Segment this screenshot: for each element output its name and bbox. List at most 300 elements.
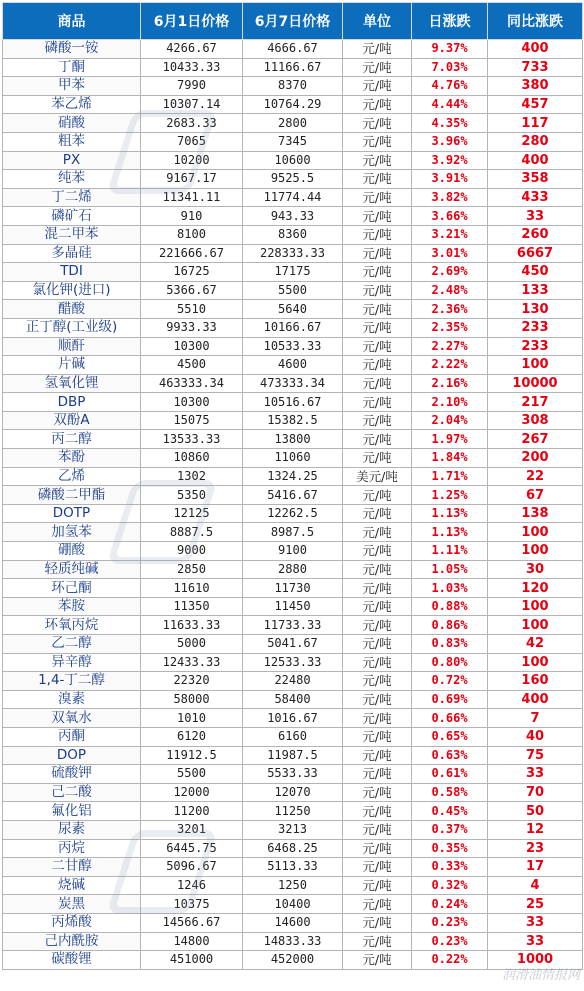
commodity-cell: 硼酸 xyxy=(3,542,141,561)
price-jun1-cell: 5000 xyxy=(141,635,243,654)
table-row xyxy=(3,58,583,77)
price-jun1-cell: 5366.67 xyxy=(141,281,243,300)
commodity-cell: 醋酸 xyxy=(3,300,141,319)
table-row xyxy=(3,393,583,412)
price-jun7-cell: 12533.33 xyxy=(243,653,343,672)
yoy-change-cell: 433 xyxy=(488,188,583,207)
daily-change-cell: 9.37% xyxy=(412,40,488,59)
unit-cell: 元/吨 xyxy=(343,337,412,356)
commodity-cell: 磷酸一铵 xyxy=(3,40,141,59)
commodity-cell: 磷矿石 xyxy=(3,207,141,226)
yoy-change-cell: 450 xyxy=(488,263,583,282)
commodity-cell: 苯酚 xyxy=(3,449,141,468)
table-row xyxy=(3,449,583,468)
commodity-cell: DOTP xyxy=(3,504,141,523)
daily-change-cell: 4.76% xyxy=(412,77,488,96)
unit-cell: 元/吨 xyxy=(343,300,412,319)
table-row xyxy=(3,337,583,356)
table-row xyxy=(3,597,583,616)
yoy-change-cell: 12 xyxy=(488,820,583,839)
price-jun7-cell: 11730 xyxy=(243,579,343,598)
daily-change-cell: 4.35% xyxy=(412,114,488,133)
price-jun1-cell: 5350 xyxy=(141,486,243,505)
unit-cell: 元/吨 xyxy=(343,616,412,635)
daily-change-cell: 2.16% xyxy=(412,374,488,393)
table-row xyxy=(3,188,583,207)
yoy-change-cell: 10000 xyxy=(488,374,583,393)
yoy-change-cell: 33 xyxy=(488,765,583,784)
unit-cell: 元/吨 xyxy=(343,672,412,691)
yoy-change-cell: 100 xyxy=(488,616,583,635)
price-jun7-cell: 9525.5 xyxy=(243,170,343,189)
price-jun7-cell: 943.33 xyxy=(243,207,343,226)
yoy-change-cell: 50 xyxy=(488,802,583,821)
unit-cell: 元/吨 xyxy=(343,151,412,170)
yoy-change-cell: 120 xyxy=(488,579,583,598)
commodity-cell: 碳酸锂 xyxy=(3,951,141,970)
price-jun7-cell: 10166.67 xyxy=(243,318,343,337)
table-row xyxy=(3,876,583,895)
unit-cell: 元/吨 xyxy=(343,727,412,746)
table-row xyxy=(3,820,583,839)
price-jun1-cell: 10300 xyxy=(141,393,243,412)
daily-change-cell: 0.66% xyxy=(412,709,488,728)
header-price-jun7: 6月7日价格 xyxy=(243,3,343,40)
yoy-change-cell: 75 xyxy=(488,746,583,765)
daily-change-cell: 3.21% xyxy=(412,225,488,244)
price-jun7-cell: 5533.33 xyxy=(243,765,343,784)
price-jun7-cell: 8987.5 xyxy=(243,523,343,542)
table-row xyxy=(3,913,583,932)
unit-cell: 元/吨 xyxy=(343,411,412,430)
price-jun1-cell: 8887.5 xyxy=(141,523,243,542)
price-jun7-cell: 1016.67 xyxy=(243,709,343,728)
yoy-change-cell: 457 xyxy=(488,95,583,114)
unit-cell: 元/吨 xyxy=(343,932,412,951)
yoy-change-cell: 25 xyxy=(488,895,583,914)
price-jun1-cell: 12125 xyxy=(141,504,243,523)
daily-change-cell: 0.83% xyxy=(412,635,488,654)
daily-change-cell: 0.45% xyxy=(412,802,488,821)
table-row xyxy=(3,486,583,505)
price-jun1-cell: 7990 xyxy=(141,77,243,96)
commodity-cell: 纯苯 xyxy=(3,170,141,189)
price-jun1-cell: 10860 xyxy=(141,449,243,468)
price-jun1-cell: 11610 xyxy=(141,579,243,598)
unit-cell: 元/吨 xyxy=(343,188,412,207)
daily-change-cell: 0.86% xyxy=(412,616,488,635)
daily-change-cell: 0.61% xyxy=(412,765,488,784)
price-jun7-cell: 10400 xyxy=(243,895,343,914)
commodity-cell: 乙二醇 xyxy=(3,635,141,654)
price-jun1-cell: 14800 xyxy=(141,932,243,951)
price-jun7-cell: 2880 xyxy=(243,560,343,579)
table-row xyxy=(3,858,583,877)
commodity-cell: 多晶硅 xyxy=(3,244,141,263)
price-jun7-cell: 58400 xyxy=(243,690,343,709)
commodity-cell: TDI xyxy=(3,263,141,282)
price-jun7-cell: 1324.25 xyxy=(243,467,343,486)
table-row xyxy=(3,207,583,226)
commodity-cell: 丙烷 xyxy=(3,839,141,858)
table-row xyxy=(3,374,583,393)
yoy-change-cell: 233 xyxy=(488,337,583,356)
table-row xyxy=(3,95,583,114)
price-jun7-cell: 4666.67 xyxy=(243,40,343,59)
commodity-cell: 苯乙烯 xyxy=(3,95,141,114)
yoy-change-cell: 22 xyxy=(488,467,583,486)
unit-cell: 元/吨 xyxy=(343,876,412,895)
price-jun1-cell: 13533.33 xyxy=(141,430,243,449)
table-row xyxy=(3,504,583,523)
commodity-cell: 双酚A xyxy=(3,411,141,430)
yoy-change-cell: 100 xyxy=(488,542,583,561)
daily-change-cell: 2.48% xyxy=(412,281,488,300)
daily-change-cell: 0.24% xyxy=(412,895,488,914)
table-row xyxy=(3,560,583,579)
header-price-jun1: 6月1日价格 xyxy=(141,3,243,40)
commodity-cell: 正丁醇(工业级) xyxy=(3,318,141,337)
price-jun7-cell: 11987.5 xyxy=(243,746,343,765)
yoy-change-cell: 260 xyxy=(488,225,583,244)
daily-change-cell: 1.97% xyxy=(412,430,488,449)
price-jun1-cell: 12000 xyxy=(141,783,243,802)
unit-cell: 元/吨 xyxy=(343,449,412,468)
daily-change-cell: 2.10% xyxy=(412,393,488,412)
commodity-cell: 己二酸 xyxy=(3,783,141,802)
unit-cell: 元/吨 xyxy=(343,430,412,449)
unit-cell: 元/吨 xyxy=(343,783,412,802)
table-row xyxy=(3,263,583,282)
unit-cell: 元/吨 xyxy=(343,58,412,77)
unit-cell: 元/吨 xyxy=(343,114,412,133)
yoy-change-cell: 280 xyxy=(488,132,583,151)
price-jun7-cell: 228333.33 xyxy=(243,244,343,263)
commodity-cell: 氯化钾(进口) xyxy=(3,281,141,300)
daily-change-cell: 0.65% xyxy=(412,727,488,746)
daily-change-cell: 2.69% xyxy=(412,263,488,282)
commodity-cell: 苯胺 xyxy=(3,597,141,616)
daily-change-cell: 3.66% xyxy=(412,207,488,226)
table-body xyxy=(3,40,583,970)
price-jun1-cell: 6445.75 xyxy=(141,839,243,858)
commodity-cell: 二甘醇 xyxy=(3,858,141,877)
unit-cell: 元/吨 xyxy=(343,913,412,932)
commodity-cell: 氢氧化锂 xyxy=(3,374,141,393)
commodity-cell: 乙烯 xyxy=(3,467,141,486)
commodity-cell: 丙酮 xyxy=(3,727,141,746)
price-jun7-cell: 17175 xyxy=(243,263,343,282)
daily-change-cell: 0.69% xyxy=(412,690,488,709)
unit-cell: 元/吨 xyxy=(343,170,412,189)
table-row xyxy=(3,225,583,244)
yoy-change-cell: 267 xyxy=(488,430,583,449)
unit-cell: 元/吨 xyxy=(343,820,412,839)
table-row xyxy=(3,244,583,263)
commodity-cell: DBP xyxy=(3,393,141,412)
price-jun1-cell: 4500 xyxy=(141,356,243,375)
table-row xyxy=(3,672,583,691)
price-jun1-cell: 910 xyxy=(141,207,243,226)
unit-cell: 美元/吨 xyxy=(343,467,412,486)
table-row xyxy=(3,542,583,561)
table-row xyxy=(3,802,583,821)
table-row xyxy=(3,765,583,784)
price-jun7-cell: 11166.67 xyxy=(243,58,343,77)
yoy-change-cell: 200 xyxy=(488,449,583,468)
daily-change-cell: 4.44% xyxy=(412,95,488,114)
daily-change-cell: 1.03% xyxy=(412,579,488,598)
price-jun7-cell: 452000 xyxy=(243,951,343,970)
unit-cell: 元/吨 xyxy=(343,765,412,784)
commodity-cell: 片碱 xyxy=(3,356,141,375)
price-jun1-cell: 10200 xyxy=(141,151,243,170)
commodity-cell: 混二甲苯 xyxy=(3,225,141,244)
header-yoy-change: 同比涨跌 xyxy=(488,3,583,40)
commodity-cell: 环氧丙烷 xyxy=(3,616,141,635)
price-jun7-cell: 1250 xyxy=(243,876,343,895)
commodity-cell: 甲苯 xyxy=(3,77,141,96)
commodity-cell: 顺酐 xyxy=(3,337,141,356)
table-row xyxy=(3,635,583,654)
daily-change-cell: 0.80% xyxy=(412,653,488,672)
price-jun7-cell: 11450 xyxy=(243,597,343,616)
price-jun7-cell: 12070 xyxy=(243,783,343,802)
price-jun7-cell: 5640 xyxy=(243,300,343,319)
price-jun1-cell: 9167.17 xyxy=(141,170,243,189)
unit-cell: 元/吨 xyxy=(343,486,412,505)
unit-cell: 元/吨 xyxy=(343,281,412,300)
table-row xyxy=(3,653,583,672)
price-jun7-cell: 14833.33 xyxy=(243,932,343,951)
unit-cell: 元/吨 xyxy=(343,318,412,337)
yoy-change-cell: 42 xyxy=(488,635,583,654)
table-row xyxy=(3,727,583,746)
price-jun1-cell: 5096.67 xyxy=(141,858,243,877)
yoy-change-cell: 100 xyxy=(488,523,583,542)
daily-change-cell: 1.84% xyxy=(412,449,488,468)
commodity-cell: DOP xyxy=(3,746,141,765)
daily-change-cell: 1.13% xyxy=(412,523,488,542)
price-jun1-cell: 22320 xyxy=(141,672,243,691)
price-jun1-cell: 221666.67 xyxy=(141,244,243,263)
yoy-change-cell: 400 xyxy=(488,40,583,59)
yoy-change-cell: 17 xyxy=(488,858,583,877)
daily-change-cell: 3.01% xyxy=(412,244,488,263)
commodity-cell: 双氧水 xyxy=(3,709,141,728)
unit-cell: 元/吨 xyxy=(343,802,412,821)
price-jun1-cell: 11912.5 xyxy=(141,746,243,765)
unit-cell: 元/吨 xyxy=(343,374,412,393)
unit-cell: 元/吨 xyxy=(343,858,412,877)
unit-cell: 元/吨 xyxy=(343,542,412,561)
price-jun1-cell: 7065 xyxy=(141,132,243,151)
price-jun7-cell: 8370 xyxy=(243,77,343,96)
price-jun1-cell: 451000 xyxy=(141,951,243,970)
price-jun1-cell: 1302 xyxy=(141,467,243,486)
unit-cell: 元/吨 xyxy=(343,690,412,709)
table-row xyxy=(3,951,583,970)
price-jun1-cell: 6120 xyxy=(141,727,243,746)
yoy-change-cell: 133 xyxy=(488,281,583,300)
price-jun1-cell: 2850 xyxy=(141,560,243,579)
yoy-change-cell: 380 xyxy=(488,77,583,96)
table-row xyxy=(3,746,583,765)
price-change-table xyxy=(2,2,583,970)
daily-change-cell: 1.11% xyxy=(412,542,488,561)
yoy-change-cell: 400 xyxy=(488,151,583,170)
commodity-cell: 1,4-丁二醇 xyxy=(3,672,141,691)
daily-change-cell: 2.35% xyxy=(412,318,488,337)
commodity-cell: 粗苯 xyxy=(3,132,141,151)
price-jun7-cell: 15382.5 xyxy=(243,411,343,430)
yoy-change-cell: 233 xyxy=(488,318,583,337)
price-jun1-cell: 3201 xyxy=(141,820,243,839)
unit-cell: 元/吨 xyxy=(343,244,412,263)
price-jun7-cell: 7345 xyxy=(243,132,343,151)
yoy-change-cell: 100 xyxy=(488,653,583,672)
table-row xyxy=(3,114,583,133)
daily-change-cell: 2.36% xyxy=(412,300,488,319)
price-jun1-cell: 11633.33 xyxy=(141,616,243,635)
price-jun1-cell: 14566.67 xyxy=(141,913,243,932)
daily-change-cell: 7.03% xyxy=(412,58,488,77)
yoy-change-cell: 117 xyxy=(488,114,583,133)
daily-change-cell: 0.32% xyxy=(412,876,488,895)
unit-cell: 元/吨 xyxy=(343,40,412,59)
daily-change-cell: 0.23% xyxy=(412,913,488,932)
table-row xyxy=(3,523,583,542)
price-jun1-cell: 11200 xyxy=(141,802,243,821)
table-row xyxy=(3,170,583,189)
price-jun7-cell: 10600 xyxy=(243,151,343,170)
commodity-cell: 己内酰胺 xyxy=(3,932,141,951)
commodity-cell: 异辛醇 xyxy=(3,653,141,672)
table-row xyxy=(3,839,583,858)
daily-change-cell: 1.71% xyxy=(412,467,488,486)
daily-change-cell: 3.92% xyxy=(412,151,488,170)
price-jun1-cell: 5510 xyxy=(141,300,243,319)
price-jun7-cell: 4600 xyxy=(243,356,343,375)
price-jun1-cell: 9933.33 xyxy=(141,318,243,337)
price-jun1-cell: 10375 xyxy=(141,895,243,914)
yoy-change-cell: 138 xyxy=(488,504,583,523)
unit-cell: 元/吨 xyxy=(343,597,412,616)
price-jun1-cell: 15075 xyxy=(141,411,243,430)
table-row xyxy=(3,430,583,449)
yoy-change-cell: 23 xyxy=(488,839,583,858)
price-jun7-cell: 22480 xyxy=(243,672,343,691)
yoy-change-cell: 33 xyxy=(488,932,583,951)
table-row xyxy=(3,467,583,486)
price-jun1-cell: 10307.14 xyxy=(141,95,243,114)
price-jun7-cell: 473333.34 xyxy=(243,374,343,393)
commodity-cell: 硫酸钾 xyxy=(3,765,141,784)
price-jun7-cell: 10764.29 xyxy=(243,95,343,114)
unit-cell: 元/吨 xyxy=(343,95,412,114)
daily-change-cell: 2.04% xyxy=(412,411,488,430)
yoy-change-cell: 217 xyxy=(488,393,583,412)
yoy-change-cell: 33 xyxy=(488,207,583,226)
daily-change-cell: 3.91% xyxy=(412,170,488,189)
yoy-change-cell: 160 xyxy=(488,672,583,691)
price-jun1-cell: 2683.33 xyxy=(141,114,243,133)
daily-change-cell: 0.35% xyxy=(412,839,488,858)
price-jun1-cell: 463333.34 xyxy=(141,374,243,393)
yoy-change-cell: 6667 xyxy=(488,244,583,263)
commodity-cell: 丁二烯 xyxy=(3,188,141,207)
yoy-change-cell: 4 xyxy=(488,876,583,895)
table-row xyxy=(3,411,583,430)
header-commodity: 商品 xyxy=(3,3,141,40)
yoy-change-cell: 40 xyxy=(488,727,583,746)
price-jun1-cell: 11350 xyxy=(141,597,243,616)
table-row xyxy=(3,151,583,170)
unit-cell: 元/吨 xyxy=(343,653,412,672)
price-jun1-cell: 9000 xyxy=(141,542,243,561)
price-jun7-cell: 5113.33 xyxy=(243,858,343,877)
yoy-change-cell: 130 xyxy=(488,300,583,319)
table-row xyxy=(3,40,583,59)
price-jun1-cell: 58000 xyxy=(141,690,243,709)
daily-change-cell: 2.22% xyxy=(412,356,488,375)
yoy-change-cell: 1000 xyxy=(488,951,583,970)
price-jun7-cell: 9100 xyxy=(243,542,343,561)
unit-cell: 元/吨 xyxy=(343,207,412,226)
commodity-cell: 溴素 xyxy=(3,690,141,709)
daily-change-cell: 0.72% xyxy=(412,672,488,691)
table-header-row xyxy=(3,3,583,40)
daily-change-cell: 1.25% xyxy=(412,486,488,505)
unit-cell: 元/吨 xyxy=(343,225,412,244)
price-jun7-cell: 5416.67 xyxy=(243,486,343,505)
commodity-cell: PX xyxy=(3,151,141,170)
table-row xyxy=(3,783,583,802)
commodity-cell: 丙二醇 xyxy=(3,430,141,449)
table-row xyxy=(3,281,583,300)
unit-cell: 元/吨 xyxy=(343,393,412,412)
yoy-change-cell: 67 xyxy=(488,486,583,505)
price-jun7-cell: 8360 xyxy=(243,225,343,244)
price-jun7-cell: 10533.33 xyxy=(243,337,343,356)
unit-cell: 元/吨 xyxy=(343,560,412,579)
table-row xyxy=(3,690,583,709)
yoy-change-cell: 400 xyxy=(488,690,583,709)
commodity-cell: 硝酸 xyxy=(3,114,141,133)
price-jun7-cell: 14600 xyxy=(243,913,343,932)
unit-cell: 元/吨 xyxy=(343,504,412,523)
yoy-change-cell: 733 xyxy=(488,58,583,77)
price-jun1-cell: 5500 xyxy=(141,765,243,784)
price-jun1-cell: 12433.33 xyxy=(141,653,243,672)
daily-change-cell: 1.13% xyxy=(412,504,488,523)
unit-cell: 元/吨 xyxy=(343,263,412,282)
commodity-cell: 炭黑 xyxy=(3,895,141,914)
unit-cell: 元/吨 xyxy=(343,839,412,858)
yoy-change-cell: 358 xyxy=(488,170,583,189)
table-row xyxy=(3,932,583,951)
price-jun1-cell: 16725 xyxy=(141,263,243,282)
price-jun7-cell: 11060 xyxy=(243,449,343,468)
unit-cell: 元/吨 xyxy=(343,356,412,375)
yoy-change-cell: 100 xyxy=(488,356,583,375)
daily-change-cell: 2.27% xyxy=(412,337,488,356)
commodity-cell: 磷酸二甲酯 xyxy=(3,486,141,505)
price-jun7-cell: 6160 xyxy=(243,727,343,746)
table-row xyxy=(3,579,583,598)
price-jun7-cell: 13800 xyxy=(243,430,343,449)
table-row xyxy=(3,895,583,914)
